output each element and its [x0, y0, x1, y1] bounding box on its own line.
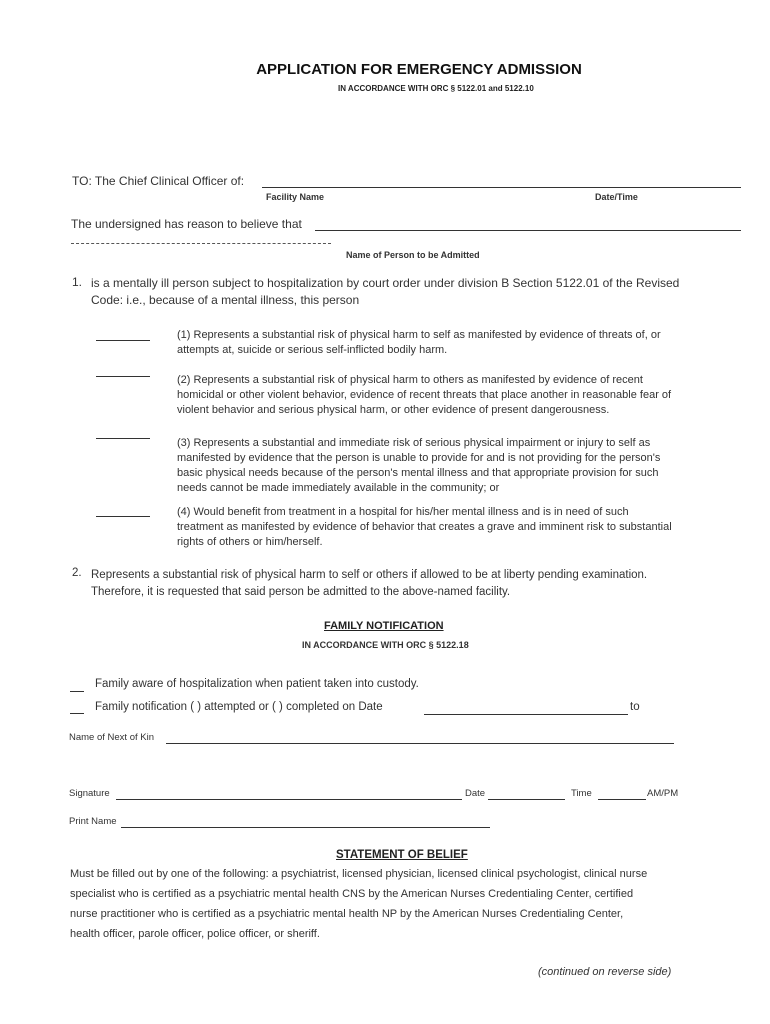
- item2-line: Therefore, it is requested that said person be admitted to the above-named facility.: [91, 586, 511, 598]
- statement-line: nurse practitioner who is certified as a psychiatric mental health NP by the American Nurses Credentialing Center,: [70, 908, 624, 920]
- notification-to-text: to: [630, 701, 640, 713]
- datetime-caption: Date/Time: [595, 192, 638, 202]
- statement-text: [70, 864, 647, 944]
- option-line: rights of others or him/herself.: [177, 536, 323, 548]
- date-label: Date: [465, 788, 486, 799]
- print-name-label: Print Name: [69, 816, 117, 827]
- item1-line: is a mentally ill person subject to hospitalization by court order under division B Section 5122.01 of the Revised: [91, 276, 680, 290]
- option1-checkline[interactable]: [96, 340, 150, 341]
- to-label: TO: The Chief Clinical Officer of:: [72, 174, 245, 188]
- family-notification-text: Family notification ( ) attempted or ( ) completed on Date: [95, 701, 383, 713]
- option-line: violent behavior and serious physical harm, or other evidence of present dangerousness.: [177, 404, 610, 416]
- date-field[interactable]: [488, 799, 565, 800]
- option-line: (1) Represents a substantial risk of physical harm to self as manifested by evidence of threats of, or: [177, 329, 661, 341]
- statement-title: STATEMENT OF BELIEF: [336, 849, 468, 861]
- item1-line: Code: i.e., because of a mental illness, this person: [91, 293, 360, 307]
- item1-number: 1.: [72, 275, 83, 289]
- item2-line: Represents a substantial risk of physical harm to self or others if allowed to be at liberty pending examination.: [91, 569, 648, 581]
- option-line: treatment as manifested by evidence of behavior that creates a grave and imminent risk to substantial: [177, 521, 672, 533]
- signature-field[interactable]: [116, 799, 462, 800]
- option-line: needs cannot be made immediately available in the community; or: [177, 482, 500, 494]
- notification-date-field[interactable]: [424, 714, 628, 715]
- ampm-label: AM/PM: [647, 788, 679, 799]
- item2-text: [91, 567, 647, 601]
- option3-text: [177, 436, 660, 496]
- family-aware-text: Family aware of hospitalization when patient taken into custody.: [95, 678, 419, 690]
- undersigned-text: The undersigned has reason to believe that: [71, 217, 302, 231]
- item2-number: 2.: [72, 567, 82, 579]
- family-notification-subtitle: IN ACCORDANCE WITH ORC § 5122.18: [302, 640, 469, 650]
- facility-name-caption: Facility Name: [266, 192, 325, 202]
- option-line: (4) Would benefit from treatment in a hospital for his/her mental illness and is in need of such: [177, 506, 629, 518]
- option-line: attempts at, suicide or serious self-inflicted bodily harm.: [177, 344, 448, 356]
- option2-text: [177, 373, 671, 418]
- time-label: Time: [571, 788, 592, 799]
- time-field[interactable]: [598, 799, 646, 800]
- person-name-field[interactable]: [315, 230, 741, 231]
- option-line: (2) Represents a substantial risk of physical harm to others as manifested by evidence of recent: [177, 374, 643, 386]
- option-line: (3) Represents a substantial and immediate risk of serious physical impairment or injury to self as: [177, 437, 651, 449]
- option-line: basic physical needs because of the person's mental illness and that appropriate provision for such: [177, 467, 659, 479]
- family-aware-checkline[interactable]: [70, 691, 84, 692]
- option4-text: [177, 505, 672, 550]
- continued-note: (continued on reverse side): [538, 966, 672, 978]
- option1-text: [177, 328, 661, 358]
- statement-line: Must be filled out by one of the following: a psychiatrist, licensed physician, licensed clinical psychologist, clinical nurse: [70, 868, 648, 880]
- facility-name-field[interactable]: [262, 187, 741, 188]
- option-line: manifested by evidence that the person is unable to provide for and is not providing for the person's: [177, 452, 661, 464]
- person-name-field-continued[interactable]: [71, 243, 331, 244]
- option4-checkline[interactable]: [96, 516, 150, 517]
- signature-label: Signature: [69, 788, 110, 799]
- form-subtitle: IN ACCORDANCE WITH ORC § 5122.01 and 5122.10: [338, 84, 534, 93]
- person-name-caption: Name of Person to be Admitted: [346, 250, 480, 260]
- next-of-kin-field[interactable]: [166, 743, 674, 744]
- statement-line: health officer, parole officer, police officer, or sheriff.: [70, 928, 320, 940]
- statement-line: specialist who is certified as a psychiatric mental health CNS by the American Nurses Credentialing Center, certified: [70, 888, 634, 900]
- item1-text: [91, 275, 679, 309]
- family-notification-checkline[interactable]: [70, 713, 84, 714]
- option2-checkline[interactable]: [96, 376, 150, 377]
- option3-checkline[interactable]: [96, 438, 150, 439]
- option-line: homicidal or other violent behavior, evidence of recent threats that place another in reasonable fear of: [177, 389, 672, 401]
- print-name-field[interactable]: [121, 827, 490, 828]
- next-of-kin-label: Name of Next of Kin: [69, 732, 155, 743]
- form-title: APPLICATION FOR EMERGENCY ADMISSION: [256, 61, 582, 78]
- family-notification-title: FAMILY NOTIFICATION: [324, 620, 444, 632]
